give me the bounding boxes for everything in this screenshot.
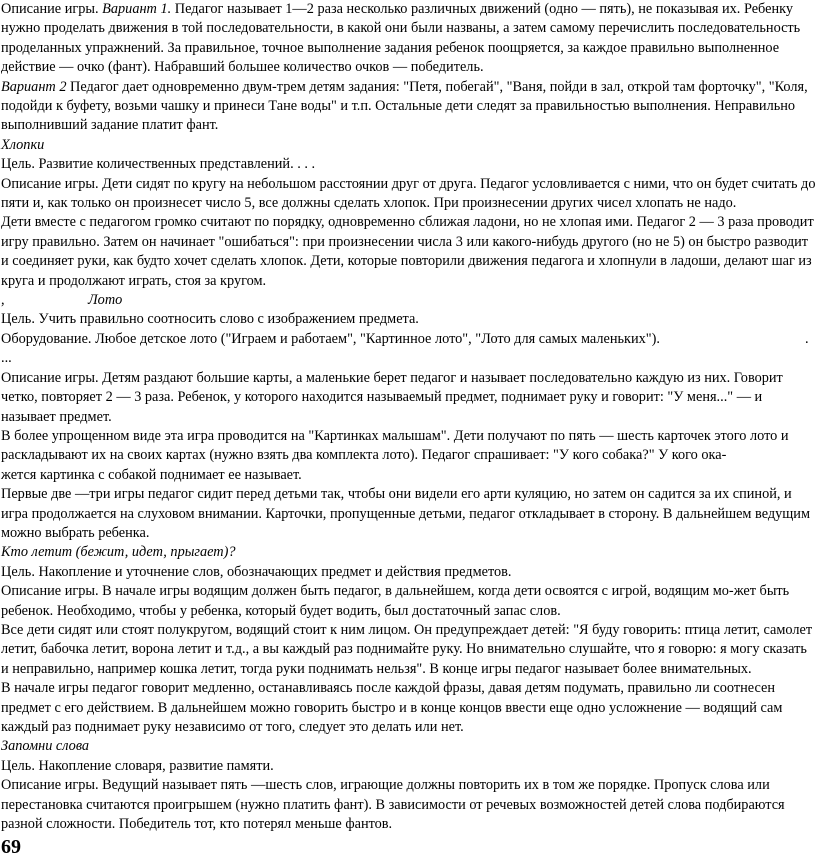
game-loto-simplified: В более упрощенном виде эта игра проводится на "Картинках малышам". Дети получают по пять — шесть карточек этого лото и раскладывают их на своих картах (нужно взять два комплекта лото). Педагог спрашивает: "У кого собака?" У кого ока-	[1, 427, 789, 464]
game-kto-letit-rules: Все дети сидят или стоят полукругом, водящий стоит к ним лицом. Он предупреждает детей: "Я буду говорить: птица летит, самолет летит, бабочка летит, ворона летит и т.д., а вы каждый раз поднимайте руку. Но внимательно слушайте, что я говорю: я могу сказать и неправильно, например кошка летит, тогда руки поднимать нельзя". В конце игры педагог называет более внимательных.	[1, 621, 813, 677]
game-khlopki-rules: Дети вместе с педагогом громко считают по порядку, одновременно сближая ладони, но не хлопая ими. Педагог 2 — 3 раза проводит игру правильно. Затем он начинает "ошибаться": при произнесении числа 3 или какого-нибудь другого (но не 5) он быстро разводит и соединяет руки, как будто хочет сделать хлопок. Дети, которые повторили движения педагога и хлопнули в ладоши, делают шаг из круга и продолжают играть, стоя за кругом.	[1, 214, 814, 289]
game-loto-equipment: Оборудование. Любое детское лото ("Играем и работаем", "Картинное лото", "Лото для самых маленьких").	[1, 330, 660, 347]
variant-1-text: Педагог называет 1—2 раза несколько различных движений (одно — пять), не показывая их. Ребенку нужно проделать движения в той последовательности, в какой они были названы, а затем самому перечислить последовательность проделанных упражнений. За правильное, точное выполнение задания ребенок поощряется, за каждое правильно выполненное действие — очко (фант). Набравший большее количество очков — победитель.	[1, 1, 801, 76]
game-title-kto-letit: Кто летит (бежит, идет, прыгает)?	[1, 544, 236, 561]
game-kto-letit-description: Описание игры. В начале игры водящим должен быть педагог, в дальнейшем, когда дети освоятся с игрой, водящим мо-жет быть ребенок. Необходимо, чтобы у ребенка, который будет водить, был достаточный запас слов.	[1, 583, 790, 619]
game-loto-simplified-cont: жется картинка с собакой поднимает ее называет.	[1, 466, 302, 483]
variant-2-paragraph	[0, 78, 816, 136]
variant-2-label: Вариант 2	[1, 78, 67, 95]
game-kto-letit-goal: Цель. Накопление и уточнение слов, обозначающих предмет и действия предметов.	[1, 563, 512, 580]
game-khlopki-goal: Цель. Развитие количественных представлений. . . .	[1, 156, 316, 173]
game-zapomni-goal: Цель. Накопление словаря, развитие памяти.	[1, 757, 274, 774]
game-title-khlopki: Хлопки	[1, 136, 45, 153]
stray-dot: .	[805, 330, 809, 347]
variant-2-text: Педагог дает одновременно двум-трем детям задания: "Петя, побегай", "Ваня, пойди в зал, открой там форточку", "Коля, подойди к буфету, возьми чашку и принеси Тане воды" и т.п. Остальные дети следят за правильностью выполнения. Неправильно выполнивший задание платит фант.	[1, 78, 808, 134]
game-loto-description: Описание игры. Детям раздают большие карты, а маленькие берет педагог и называет последовательно каждую из них. Говорит четко, повторяет 2 — 3 раза. Ребенок, у которого находится называемый предмет, поднимает руку и говорит: "У меня..." — и называет предмет.	[1, 369, 783, 425]
game-zapomni-description: Описание игры. Ведущий называет пять —шесть слов, играющие должны повторить их в том же порядке. Пропуск слова или перестановка считаются проигрышем (нужно платить фант). В зависимости от речевых возможностей детей слова подбираются разной сложности. Победитель тот, кто потерял меньше фантов.	[1, 777, 785, 833]
game-title-loto: Лото	[88, 292, 123, 309]
stray-comma: ,	[1, 292, 5, 309]
stray-ellipsis: ...	[1, 350, 12, 367]
variant-1-label: Вариант 1.	[102, 1, 172, 17]
game-title-row-loto	[0, 291, 816, 310]
game-khlopki-description: Описание игры. Дети сидят по кругу на небольшом расстоянии друг от друга. Педагог условливается с ними, что он будет считать до пяти и, как только он произнесет число 5, все должны сделать хлопок. При произнесении других чисел хлопать не надо.	[1, 175, 816, 212]
description-label: Описание игры.	[1, 1, 103, 17]
game-kto-letit-pace: В начале игры педагог говорит медленно, останавливаясь после каждой фразы, давая детям подумать, правильно ли соотнесен предмет с его действием. В дальнейшем можно говорить быстро и в конце концов ввести еще одно усложнение — водящий сам каждый раз поднимает руку независимо от того, следует это делать или нет.	[1, 680, 783, 735]
game-loto-equipment-row	[0, 330, 816, 349]
game-title-zapomni-slova: Запомни слова	[1, 738, 90, 755]
game-loto-first-games: Первые две —три игры педагог сидит перед детьми так, чтобы они видели его арти куляцию, но затем он садится за их спиной, и игра продолжается на слуховом внимании. Карточки, пропущенные детьми, педагог откладывает в сторону. В дальнейшем ведущим можно выбрать ребенка.	[1, 486, 811, 541]
game-loto-goal: Цель. Учить правильно соотносить слово с изображением предмета.	[1, 311, 419, 328]
variant-1-paragraph	[0, 0, 816, 78]
page-number: 69	[1, 836, 21, 858]
